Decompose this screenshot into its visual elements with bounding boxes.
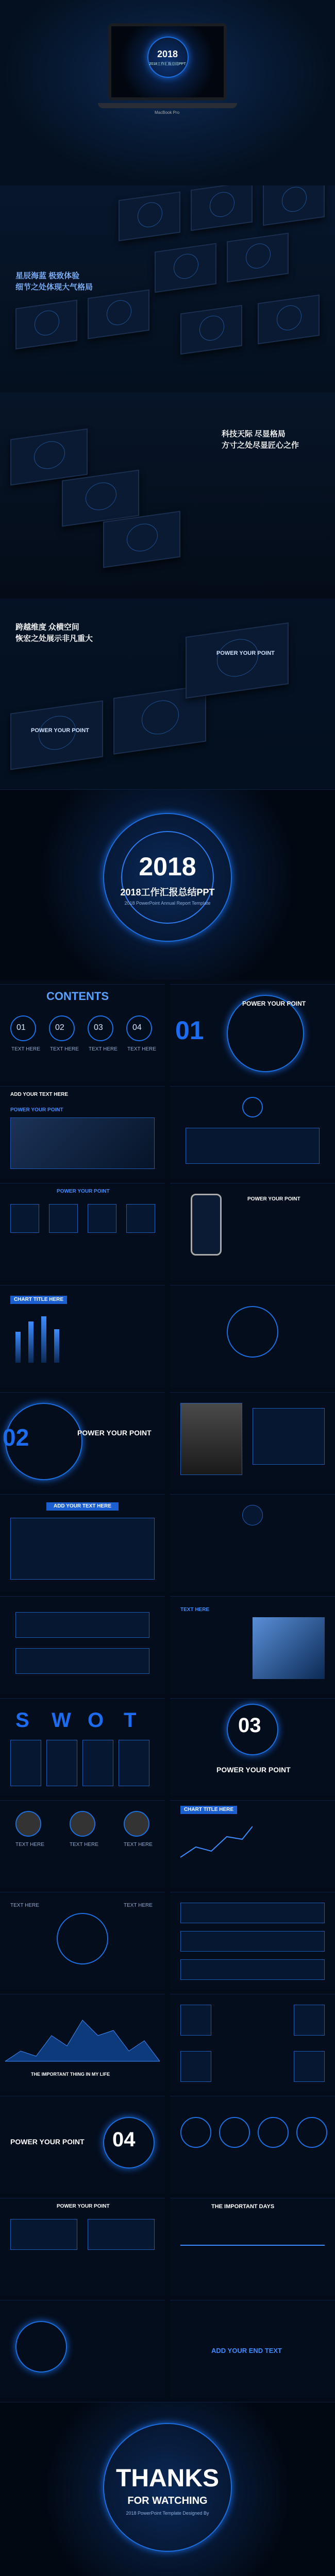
preview-card <box>155 243 216 293</box>
photo-placeholder <box>10 1117 155 1169</box>
section-num: 04 <box>112 2128 136 2151</box>
slide-wave <box>0 1994 165 2092</box>
slide-title: TEXT HERE <box>180 1607 210 1613</box>
slide-profile <box>170 1392 335 1490</box>
text-box <box>10 1518 155 1580</box>
cycle-ring <box>227 1306 278 1358</box>
avatar <box>124 1811 149 1837</box>
contents-label: TEXT HERE <box>127 1046 156 1052</box>
wave-area <box>5 2020 160 2061</box>
contents-num: 04 <box>132 1023 142 1032</box>
timeline-box <box>15 1612 149 1638</box>
section-03-slide <box>170 1698 335 1796</box>
laptop-subtitle: 2018工作汇报总结PPT <box>149 62 186 66</box>
list-box <box>180 1931 325 1952</box>
slide-compass <box>0 1892 165 1990</box>
slide-chart <box>0 1285 165 1388</box>
promo-text <box>15 270 93 293</box>
contents-title: CONTENTS <box>46 990 109 1003</box>
timeline-line <box>180 2245 325 2246</box>
icon-box <box>294 2051 325 2082</box>
icon-box <box>126 1204 155 1233</box>
preview-card <box>10 428 88 485</box>
promo-text <box>15 622 93 645</box>
swot-box <box>10 1740 41 1786</box>
section-title: POWER YOUR POINT <box>216 1766 291 1774</box>
cloud-icon <box>242 1097 263 1117</box>
slide-add-text <box>0 1086 165 1179</box>
preview-card <box>119 192 180 242</box>
icon-box <box>49 1204 78 1233</box>
contents-num: 01 <box>16 1023 26 1032</box>
thanks-sub: FOR WATCHING <box>127 2495 208 2506</box>
icon-box <box>10 1204 39 1233</box>
avatar <box>15 1811 41 1837</box>
contents-num: 03 <box>94 1023 103 1032</box>
section-num: 01 <box>175 1016 204 1045</box>
section-02-slide <box>0 1392 165 1490</box>
contents-label: TEXT HERE <box>11 1046 40 1052</box>
profile-photo <box>180 1403 242 1475</box>
chart-bar <box>15 1332 21 1363</box>
section-ring <box>5 1403 82 1480</box>
icon-box <box>88 1204 116 1233</box>
text-box <box>186 1128 320 1164</box>
section-num: 02 <box>3 1424 29 1451</box>
icon-box <box>294 2005 325 2036</box>
cover-slide <box>0 789 335 980</box>
preview-card <box>258 295 320 345</box>
contents-num: 02 <box>55 1023 64 1032</box>
profile-text <box>253 1408 325 1465</box>
promo-line: 方寸之处尽显匠心之作 <box>222 442 299 450</box>
swot-letter: S <box>15 1709 29 1732</box>
slide-text-boxes <box>0 1494 165 1592</box>
slide-important-days <box>170 2198 335 2296</box>
slide-cloud-icon <box>170 1086 335 1179</box>
slide-title: ADD YOUR END TEXT <box>211 2347 282 2354</box>
chart-line <box>180 1826 253 1857</box>
photo-tile <box>10 2219 77 2250</box>
slide-photo-tiles <box>0 2198 165 2296</box>
chart-bar <box>54 1329 59 1363</box>
thanks-title: THANKS <box>116 2465 219 2492</box>
slide-title: POWER YOUR POINT <box>57 1189 110 1194</box>
slide-mail-icon <box>170 1494 335 1592</box>
mail-icon <box>242 1505 263 1526</box>
section-01-slide <box>170 984 335 1082</box>
preview-card <box>10 700 103 770</box>
swot-letter: W <box>52 1709 71 1732</box>
mini-slide-label: POWER YOUR POINT <box>31 727 89 734</box>
progress-ring <box>296 2117 327 2148</box>
laptop-screen-content <box>111 26 224 97</box>
promo-line: 恢宏之处展示非凡重大 <box>15 635 93 643</box>
progress-ring <box>258 2117 289 2148</box>
slide-icon-grid <box>170 1994 335 2092</box>
slide-title: ADD YOUR TEXT HERE <box>10 1092 69 1097</box>
compass-label: TEXT HERE <box>124 1903 153 1908</box>
promo-line: 星辰海蓝 极致体验 <box>15 272 80 280</box>
avatar <box>70 1811 95 1837</box>
section-title: POWER YOUR POINT <box>242 1000 306 1007</box>
slide-title: POWER YOUR POINT <box>247 1196 300 1202</box>
member-label: TEXT HERE <box>70 1842 98 1848</box>
swot-letter: T <box>124 1709 137 1732</box>
contents-slide <box>0 984 165 1082</box>
preview-card <box>263 185 325 226</box>
laptop-screen <box>108 23 227 100</box>
slide-cycle <box>170 1285 335 1388</box>
preview-card <box>15 300 77 350</box>
promo-text <box>222 429 299 451</box>
chart-title-badge: CHART TITLE HERE <box>180 1806 237 1814</box>
slide-phone <box>170 1183 335 1281</box>
preview-card <box>186 622 289 699</box>
thanks-slide <box>0 2402 335 2576</box>
laptop-label: MacBook Pro <box>155 110 180 115</box>
slide-title: THE IMPORTANT THING IN MY LIFE <box>31 2072 110 2077</box>
progress-ring <box>180 2117 211 2148</box>
line-chart <box>180 1821 253 1862</box>
compass-ring <box>57 1913 108 1964</box>
swot-box <box>119 1740 149 1786</box>
showcase-phones-a <box>0 185 335 393</box>
showcase-phones-b <box>0 393 335 599</box>
icon-box <box>180 2051 211 2082</box>
chart-title-badge: CHART TITLE HERE <box>10 1296 67 1304</box>
cover-title: 2018工作汇报总结PPT <box>120 887 215 897</box>
thanks-caption: 2018 PowerPoint Template Designed By <box>126 2511 209 2516</box>
swot-letter: O <box>88 1709 104 1732</box>
slide-line-chart <box>170 1800 335 1888</box>
preview-card <box>191 185 253 231</box>
showcase-laptop <box>0 0 335 185</box>
contents-label: TEXT HERE <box>89 1046 118 1052</box>
slide-list <box>170 1892 335 1990</box>
promo-line: 跨越维度 众横空间 <box>15 623 79 632</box>
preview-card <box>88 290 149 340</box>
compass-label: TEXT HERE <box>10 1903 39 1908</box>
chart-bar <box>28 1321 34 1363</box>
slide-title-badge: ADD YOUR TEXT HERE <box>46 1502 119 1511</box>
photo-tile <box>88 2219 155 2250</box>
section-num: 03 <box>238 1714 261 1737</box>
mini-slide-label: POWER YOUR POINT <box>216 650 275 656</box>
section-title: POWER YOUR POINT <box>10 2138 85 2146</box>
timeline-box <box>15 1648 149 1674</box>
preview-card <box>227 233 289 283</box>
phone-mockup <box>191 1194 222 1256</box>
wave-chart <box>5 2005 160 2066</box>
chart-bar <box>41 1316 46 1363</box>
icon-box <box>180 2005 211 2036</box>
slide-team <box>0 1800 165 1888</box>
slide-building <box>170 1596 335 1694</box>
swot-box <box>46 1740 77 1786</box>
section-title: POWER YOUR POINT <box>77 1429 152 1437</box>
contents-label: TEXT HERE <box>50 1046 79 1052</box>
member-label: TEXT HERE <box>15 1842 44 1848</box>
cover-subtitle: 2018 PowerPoint Annual Report Template <box>124 901 211 906</box>
promo-line: 细节之处体现大气格局 <box>15 283 93 292</box>
laptop-year: 2018 <box>157 49 178 59</box>
slide-title: POWER YOUR POINT <box>57 2204 110 2209</box>
logo-ring <box>15 2321 67 2372</box>
slide-logo <box>0 2300 165 2398</box>
cover-year: 2018 <box>139 852 196 881</box>
building-photo <box>253 1617 325 1679</box>
section-04-slide <box>0 2096 165 2194</box>
promo-line: 科技天际 尽显格局 <box>222 430 286 438</box>
slide-timeline <box>0 1596 165 1694</box>
progress-ring <box>219 2117 250 2148</box>
preview-card <box>180 305 242 355</box>
slide-progress-rings <box>170 2096 335 2194</box>
slide-title: THE IMPORTANT DAYS <box>211 2204 275 2210</box>
slide-end-text <box>170 2300 335 2398</box>
slide-four-icons <box>0 1183 165 1281</box>
swot-box <box>82 1740 113 1786</box>
slide-subtitle: POWER YOUR POINT <box>10 1107 63 1113</box>
list-box <box>180 1959 325 1980</box>
laptop-base <box>98 103 237 108</box>
list-box <box>180 1903 325 1923</box>
showcase-phones-c <box>0 599 335 789</box>
slide-swot <box>0 1698 165 1796</box>
member-label: TEXT HERE <box>124 1842 153 1848</box>
